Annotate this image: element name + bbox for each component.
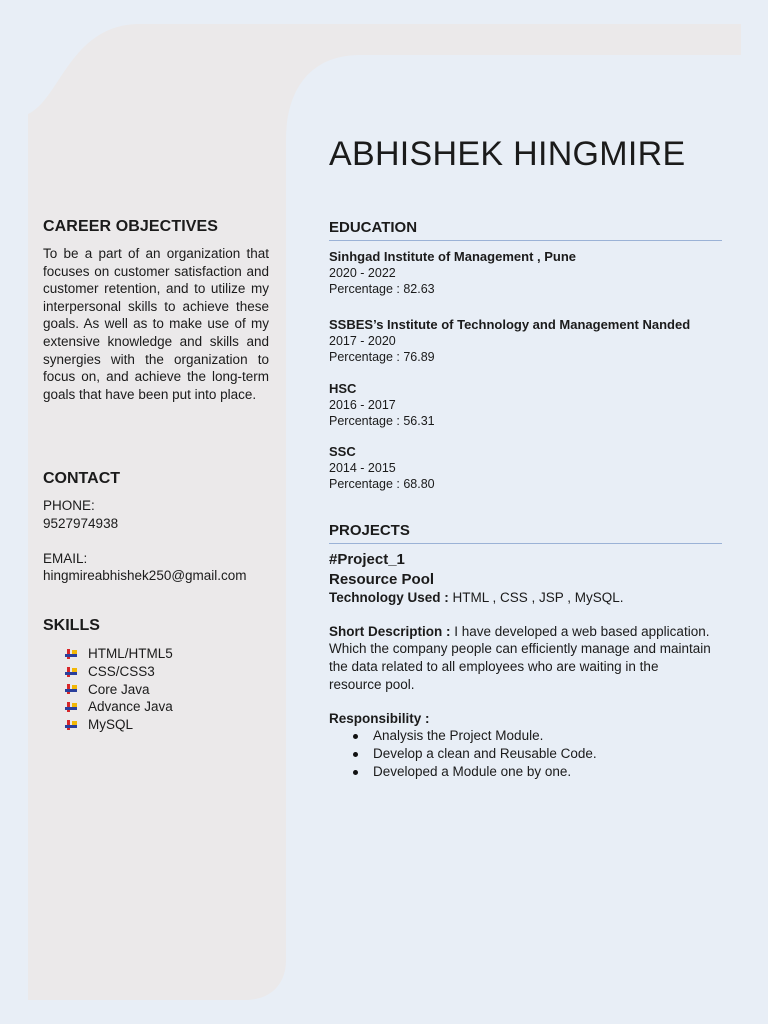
education-institution: SSBES’s Institute of Technology and Management Nanded <box>329 317 691 332</box>
education-percentage: Percentage : 56.31 <box>329 414 435 428</box>
education-entry <box>329 380 729 429</box>
skills-list <box>43 645 269 734</box>
responsibility-item <box>353 727 729 745</box>
project-description <box>329 623 714 694</box>
projects-heading: PROJECTS <box>329 522 722 544</box>
career-objectives-heading: CAREER OBJECTIVES <box>43 218 219 235</box>
skill-item <box>65 663 269 681</box>
skill-label: HTML/HTML5 <box>88 646 173 661</box>
email-value: hingmireabhishek250@gmail.com <box>43 568 247 584</box>
email-label: EMAIL: <box>43 550 88 566</box>
resume-name: ABHISHEK HINGMIRE <box>329 135 686 173</box>
education-years: 2017 - 2020 <box>329 334 396 348</box>
skill-label: Advance Java <box>88 699 173 715</box>
skill-label: MySQL <box>88 717 134 733</box>
skills-heading: SKILLS <box>43 617 100 634</box>
education-percentage: Percentage : 68.80 <box>329 477 435 491</box>
education-years: 2014 - 2015 <box>329 461 396 475</box>
bullet-icon <box>353 734 358 739</box>
skill-item <box>65 698 269 716</box>
education-entry <box>329 443 729 492</box>
contact-heading: CONTACT <box>43 470 121 487</box>
phone-label: PHONE: <box>43 498 95 513</box>
bullet-icon <box>353 752 358 757</box>
skill-item <box>65 681 269 699</box>
responsibility-label: Responsibility : <box>329 710 430 726</box>
responsibility-list <box>329 727 729 781</box>
bullet-icon <box>65 720 78 730</box>
responsibility-item <box>353 745 729 763</box>
career-objectives-text: To be a part of an organization that focuses on customer satisfaction and customer retention, and to utilize my interpersonal skills to achieve these goals. As well as to make use of my extensive knowledge and skills and synergies with the organization to focus on, and achieve the long-term goals that have been put into place. <box>43 246 269 402</box>
skills-section <box>43 617 269 734</box>
skill-item <box>65 716 269 734</box>
education-percentage: Percentage : 76.89 <box>329 350 435 364</box>
bullet-icon <box>65 667 78 677</box>
education-heading: EDUCATION <box>329 219 722 241</box>
education-entry <box>329 248 729 297</box>
education-institution: SSC <box>329 444 356 459</box>
technology-label: Technology Used : <box>329 590 449 605</box>
education-institution: HSC <box>329 381 357 396</box>
project-name: Resource Pool <box>329 571 435 588</box>
education-percentage: Percentage : 82.63 <box>329 282 435 296</box>
education-years: 2020 - 2022 <box>329 266 396 280</box>
bullet-icon <box>353 770 358 775</box>
education-entry <box>329 316 729 365</box>
technology-value: HTML , CSS , JSP , MySQL. <box>448 590 624 605</box>
phone-value: 9527974938 <box>43 515 119 531</box>
responsibility-text: Analysis the Project Module. <box>373 728 544 744</box>
description-value: I have developed a web based application. Which the company people can efficiently manage and maintain the data related to all employees who are waiting in the resource pool. <box>329 623 711 692</box>
education-institution: Sinhgad Institute of Management , Pune <box>329 249 577 264</box>
project-entry <box>329 550 729 781</box>
skill-label: Core Java <box>88 681 150 697</box>
contact-section <box>43 470 283 585</box>
skill-item <box>65 645 269 663</box>
bullet-icon <box>65 649 78 659</box>
career-objectives-section <box>43 218 269 403</box>
responsibility-text: Developed a Module one by one. <box>373 764 572 780</box>
education-years: 2016 - 2017 <box>329 398 396 412</box>
responsibility-item <box>353 763 729 781</box>
project-id: #Project_1 <box>329 551 405 568</box>
project-technology <box>329 589 729 607</box>
bullet-icon <box>65 684 78 694</box>
description-label: Short Description : <box>329 623 451 639</box>
responsibility-text: Develop a clean and Reusable Code. <box>373 746 597 762</box>
skill-label: CSS/CSS3 <box>88 663 155 679</box>
bullet-icon <box>65 702 78 712</box>
